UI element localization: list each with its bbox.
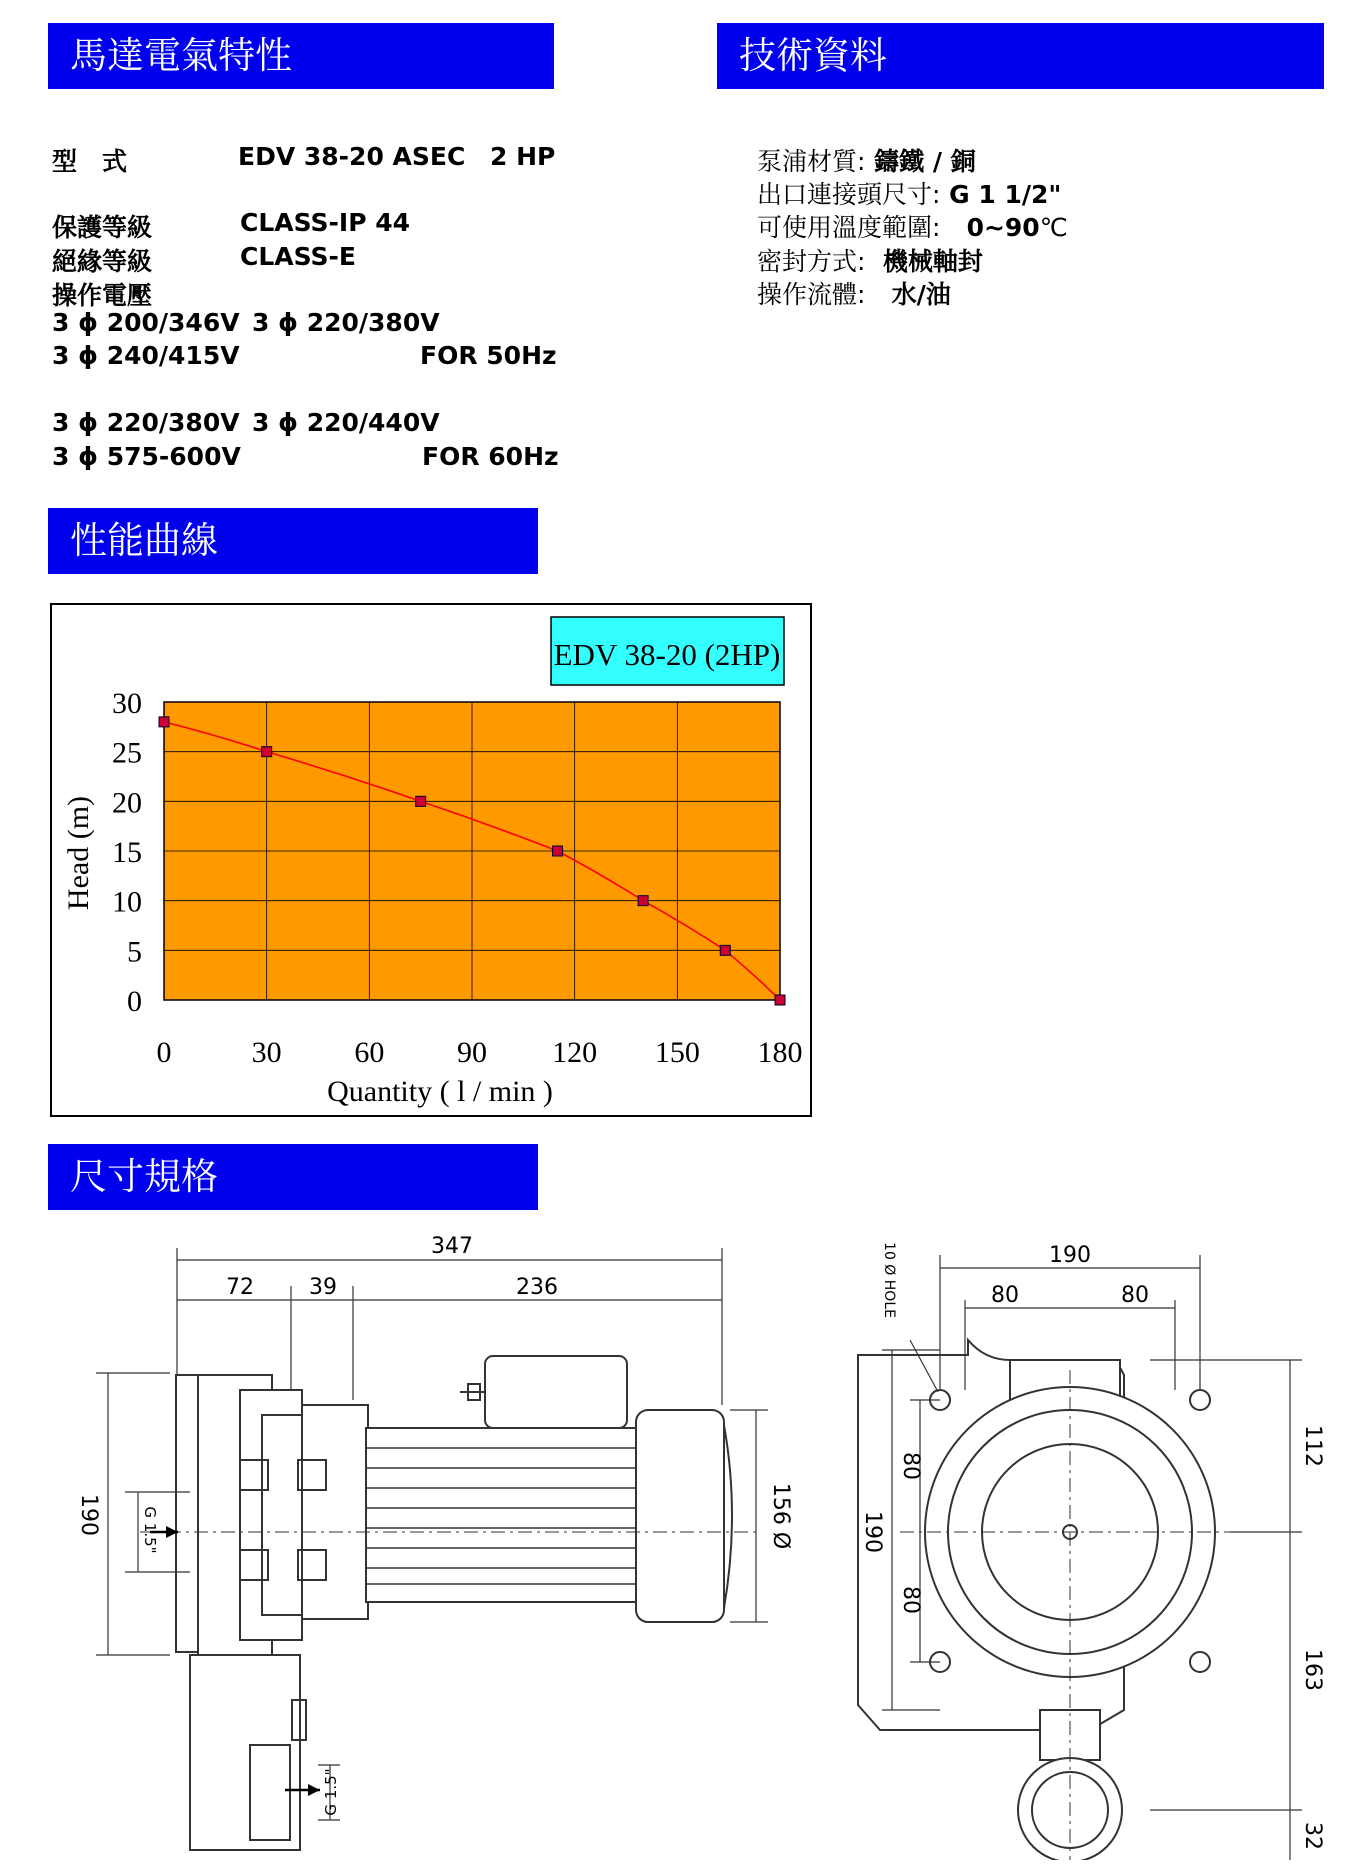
seal-value: 機械軸封 <box>882 247 983 276</box>
model-label: 型 式 <box>52 147 128 176</box>
insulation-value: CLASS-E <box>240 242 356 271</box>
voltage-60hz-1b: 3 ϕ 220/440V <box>252 408 440 437</box>
material-value: 鑄鐵 / 銅 <box>874 147 976 176</box>
seal-label: 密封方式: <box>757 247 866 276</box>
y-tick-label: 10 <box>112 885 142 919</box>
y-tick-label: 15 <box>112 836 142 869</box>
dim-80-top-left: 80 <box>991 1283 1019 1308</box>
y-tick-label: 20 <box>112 786 142 820</box>
y-tick-label: 0 <box>127 985 142 1018</box>
dimension-drawing <box>40 1210 1330 1860</box>
x-axis-label: Quantity ( l / min ) <box>327 1075 553 1108</box>
fluid-row <box>757 275 951 311</box>
section-curve-banner: 性能曲線 <box>48 508 538 574</box>
power-value: 2 HP <box>490 142 556 171</box>
x-tick-label: 150 <box>654 1036 700 1069</box>
temp-row <box>757 208 1068 244</box>
voltage-50hz-2a: 3 ϕ 240/415V <box>52 341 240 370</box>
dim-163: 163 <box>1300 1649 1325 1691</box>
x-tick-label: 30 <box>251 1036 282 1069</box>
section-tech-banner: 技術資料 <box>717 23 1324 89</box>
y-tick-label: 25 <box>112 736 142 770</box>
voltage-label: 操作電壓 <box>52 281 153 310</box>
x-tick-label: 180 <box>757 1036 803 1069</box>
x-tick-label: 120 <box>552 1036 598 1069</box>
outlet-row <box>757 175 1061 211</box>
performance-chart <box>50 603 812 1117</box>
data-point <box>553 846 563 856</box>
data-point <box>638 896 648 906</box>
dim-80-left-bottom: 80 <box>898 1586 923 1614</box>
data-point <box>416 796 426 806</box>
dim-190-left: 190 <box>76 1494 101 1536</box>
seal-row <box>757 242 983 278</box>
fluid-value: 水/油 <box>891 280 951 309</box>
side-view-drawing <box>96 1248 768 1850</box>
front-view-drawing <box>858 1255 1302 1860</box>
y-tick-label: 5 <box>127 935 142 969</box>
temp-label: 可使用溫度範圍: <box>757 213 941 242</box>
data-point <box>720 945 730 955</box>
dim-72: 72 <box>226 1275 254 1300</box>
fluid-label: 操作流體: <box>757 280 866 309</box>
data-point <box>262 747 272 757</box>
voltage-50hz-1b: 3 ϕ 220/380V <box>252 308 440 337</box>
dim-190-right: 190 <box>860 1511 885 1553</box>
insulation-label: 絕緣等級 <box>52 247 153 276</box>
dim-32: 32 <box>1300 1822 1325 1850</box>
temp-value: 0~90 <box>966 213 1040 242</box>
temp-unit: ℃ <box>1039 213 1068 242</box>
dim-inlet-g: G 1.5" <box>141 1506 159 1554</box>
dim-hole: 10 Ø HOLE <box>881 1242 897 1318</box>
protection-label: 保護等級 <box>52 213 153 242</box>
x-tick-label: 60 <box>354 1036 385 1069</box>
voltage-60hz-2a: 3 ϕ 575-600V <box>52 442 241 471</box>
section-motor-banner: 馬達電氣特性 <box>48 23 554 89</box>
outlet-label: 出口連接頭尺寸: <box>757 180 941 209</box>
x-tick-label: 90 <box>457 1036 487 1069</box>
voltage-50hz-1a: 3 ϕ 200/346V <box>52 308 240 337</box>
section-dims-banner: 尺寸規格 <box>48 1144 538 1210</box>
material-label: 泵浦材質: <box>757 147 866 176</box>
y-tick-label: 30 <box>112 687 142 720</box>
dim-236: 236 <box>516 1275 558 1300</box>
voltage-60hz-1a: 3 ϕ 220/380V <box>52 408 240 437</box>
dim-outlet-g: G 1.5" <box>322 1768 340 1816</box>
dim-80-top-right: 80 <box>1121 1283 1149 1308</box>
protection-value: CLASS-IP 44 <box>240 208 411 237</box>
dim-80-left-top: 80 <box>898 1452 923 1480</box>
y-axis-label: Head (m) <box>62 795 95 911</box>
dim-190-top: 190 <box>1049 1243 1091 1268</box>
dim-39: 39 <box>309 1275 337 1300</box>
model-value: EDV 38-20 ASEC <box>238 142 466 171</box>
dim-112: 112 <box>1300 1425 1325 1467</box>
x-tick-label: 0 <box>156 1036 172 1069</box>
data-point <box>159 717 169 727</box>
material-row <box>757 142 976 178</box>
dim-motor-diameter: 156 Ø <box>768 1482 793 1550</box>
chart-title: EDV 38-20 (2HP) <box>553 637 781 672</box>
outlet-value: G 1 1/2" <box>949 180 1062 209</box>
data-point <box>775 995 785 1005</box>
frequency-50hz: FOR 50Hz <box>420 341 557 370</box>
performance-chart-svg <box>52 605 810 1115</box>
dim-347: 347 <box>431 1234 473 1259</box>
frequency-60hz: FOR 60Hz <box>422 442 559 471</box>
